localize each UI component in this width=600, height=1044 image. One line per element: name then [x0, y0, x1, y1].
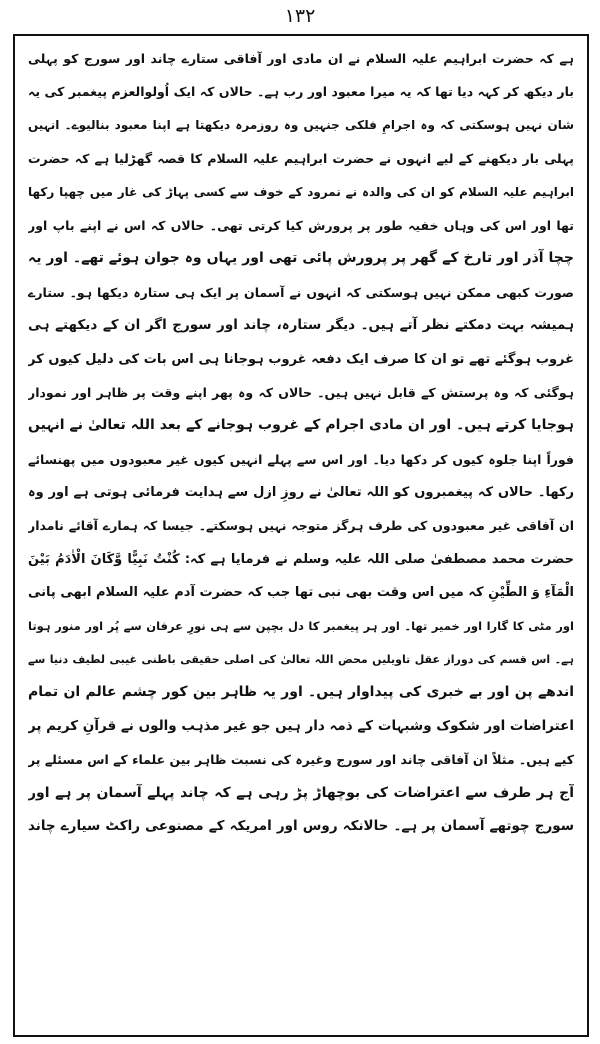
- text-line: اعتراضات اور شکوک وشبہات کے ذمہ دار ہیں جو غیر مذہب والوں نے قرآنِ کریم پر: [28, 717, 574, 734]
- text-line: تھا اور اس کی وہاں خفیہ طور پر پرورش کیا کرتی تھی۔ حالاں کہ اس نے اپنے باپ اور: [28, 217, 574, 233]
- text-line: آج ہر طرف سے اعتراضات کی بوچھاڑ پڑ رہی ہے کہ چاند پہلے آسمان پر ہے اور: [28, 784, 574, 801]
- text-line: فوراً اپنا جلوہ کیوں کر دکھا دیا۔ اور اس سے پہلے انہیں کیوں غیر معبودوں میں پھنسائے: [28, 451, 574, 467]
- urdu-text-body: [28, 42, 574, 843]
- text-line: ہے کہ حضرت ابراہیم علیہ السلام نے ان مادی اور آفاقی ستارے چاند اور سورج کو پہلی: [28, 51, 574, 66]
- text-line: سورج چوتھے آسمان پر ہے۔ حالانکہ روس اور امریکہ کے مصنوعی راکٹ سیارے چاند: [28, 817, 574, 834]
- text-line: ان آفاقی غیر معبودوں کی طرف ہرگز متوجہ نہیں ہوسکتے۔ جیسا کہ ہمارے آقائے نامدار: [28, 518, 574, 534]
- text-line: بار دیکھ کر کہہ دیا تھا کہ یہ میرا معبود اور رب ہے۔ حالاں کہ ایک اُولوالعزم پیغمبر کی یہ: [28, 84, 574, 100]
- text-line: اور مٹی کا گارا اور خمیر تھا۔ اور ہر پیغمبر کا دل بچپن سے ہی نورِ عرفان سے پُر اور منور ہوتا: [28, 618, 574, 633]
- text-line: شان نہیں ہوسکتی کہ وہ اجرامِ فلکی جنہیں وہ روزمرہ دیکھتا ہے اپنا معبود بنالیوے۔ انہیں: [28, 117, 574, 132]
- text-line: ہمیشہ بہت دمکتے نظر آتے ہیں۔ دیگر ستارہ، چاند اور سورج اگر ان کے دیکھتے ہی: [28, 317, 574, 334]
- page-number: ۱۳۲: [284, 5, 316, 27]
- text-line: چچا آذر اور تارخ کے گھر پر پرورش پائی تھی اور یہاں وہ جوان ہوئے تھے۔ اور یہ: [28, 250, 574, 267]
- text-line: ہے۔ اس قسم کی دوراز عقل تاویلیں محض اللہ تعالیٰ کی اصلی حقیقی باطنی غیبی لطیف دنیا سے: [28, 653, 574, 667]
- text-line: صورت کبھی ممکن نہیں ہوسکتی کہ انہوں نے آسمان پر ایک ہی ستارہ دیکھا ہو۔ ستارے: [28, 284, 574, 300]
- text-line: ہوگئی کہ وہ پرستش کے قابل نہیں ہیں۔ حالاں کہ وہ پھر اپنے وقت پر ظاہر اور نمودار: [28, 384, 574, 400]
- text-line: کیے ہیں۔ مثلاً ان آفاقی چاند اور سورج وغیرہ کی نسبت ظاہر بین علماء کے اس مسئلے پر: [28, 752, 574, 768]
- text-line: حضرت محمد مصطفیٰ صلی اللہ علیہ وسلم نے فرمایا ہے کہ: کُنْتُ نَبِیًّا وَّکَانَ الْاٰدَمُ بَیْنَ: [28, 551, 574, 567]
- text-line: پہلی بار دیکھنے کے لیے انہوں نے حضرت ابراہیم علیہ السلام کا قصہ گھڑلیا ہے کہ حضرت: [28, 151, 574, 167]
- text-line: غروب ہوگئے تھے تو ان کا صرف ایک دفعہ غروب ہوجانا ہی اس بات کی دلیل کیوں کر: [28, 351, 574, 367]
- text-line: اندھے پن اور بے خبری کی پیداوار ہیں۔ اور یہ ظاہر بین کور چشم عالم ان تمام: [28, 684, 574, 701]
- text-line: ہوجایا کرتے ہیں۔ اور ان مادی اجرام کے غروب ہوجانے کے بعد اللہ تعالیٰ نے انہیں: [28, 417, 574, 434]
- text-line: رکھا۔ حالاں کہ پیغمبروں کو اللہ تعالیٰ نے روزِ ازل سے ہدایت فرمائی ہوتی ہے اور وہ: [28, 485, 574, 501]
- text-line: ابراہیم علیہ السلام کو ان کی والدہ نے نمرود کے خوف سے کسی پہاڑ کی غار میں چھپا رکھا: [28, 184, 574, 199]
- text-line: الْمَآءِ وَ الطِّیْنِ کہ میں اس وقت بھی نبی تھا جب کہ حضرت آدم علیہ السلام ابھی پانی: [28, 585, 574, 601]
